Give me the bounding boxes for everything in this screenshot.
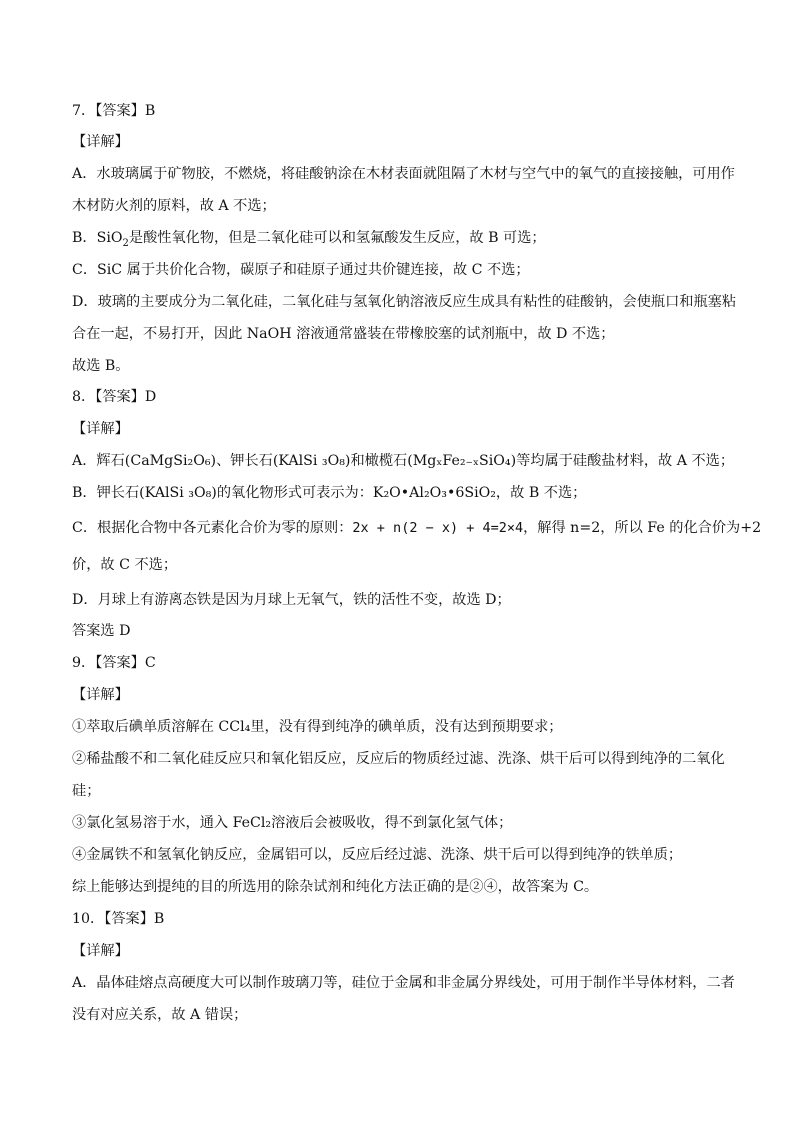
q7-option-d-line1: D．玻璃的主要成分为二氧化硅，二氧化硅与氢氧化钠溶液反应生成具有粘性的硅酸钠，会使瓶口和瓶塞粘 — [72, 294, 737, 310]
q9-item-2-line2: 硅； — [72, 783, 101, 799]
q7-answer: 7．【答案】B — [72, 103, 156, 119]
q8-option-a: A．辉石(CaMgSi₂O₆)、钾长石(KAlSi ₃O₈)和橄榄石(MgₓFe₂₋ₓSiO₄)等均属于硅酸盐材料，故 A 不选； — [72, 453, 735, 469]
q8-option-c: C．根据化合物中各元素化合价为零的原则：2x + n(2 − x) + 4=2×4，解得 n=2，所以 Fe 的化合价为+2 — [72, 520, 762, 536]
q9-item-2-line1: ②稀盐酸不和二氧化硅反应只和氧化铝反应，反应后的物质经过滤、洗涤、烘干后可以得到纯净的二氧化 — [72, 751, 725, 767]
q7-option-b: B．SiO$_2$是酸性氧化物，但是二氧化硅可以和氢氟酸发生反应，故 B 可选； — [72, 230, 546, 249]
q7-detail-heading: 【详解】 — [72, 134, 129, 150]
q8-detail-heading: 【详解】 — [72, 421, 129, 437]
q9-answer: 9．【答案】C — [72, 655, 156, 671]
q8-option-c-line2: 价，故 C 不选； — [72, 557, 178, 573]
q9-item-4: ④金属铁不和氢氧化钠反应，金属铝可以，反应后经过滤、洗涤、烘干后可以得到纯净的铁单质； — [72, 847, 683, 863]
q9-item-1: ①萃取后碘单质溶解在 CCl₄里，没有得到纯净的碘单质，没有达到预期要求； — [72, 719, 563, 735]
q7-option-a-line2: 木材防火剂的原料，故 A 不选； — [72, 198, 276, 214]
q10-answer: 10．【答案】B — [72, 911, 165, 927]
q8-option-d: D．月球上有游离态铁是因为月球上无氧气，铁的活性不变，故选 D； — [72, 592, 511, 608]
q10-option-a-line2: 没有对应关系，故 A 错误； — [72, 1007, 248, 1023]
q7-conclusion: 故选 B。 — [72, 358, 130, 374]
q10-detail-heading: 【详解】 — [72, 943, 129, 959]
q8-conclusion: 答案选 D — [72, 623, 131, 639]
q9-detail-heading: 【详解】 — [72, 687, 129, 703]
q7-option-c: C．SiC 属于共价化合物，碳原子和硅原子通过共价键连接，故 C 不选； — [72, 262, 530, 278]
q10-option-a-line1: A．晶体硅熔点高硬度大可以制作玻璃刀等，硅位于金属和非金属分界线处，可用于制作半导体材料，二者 — [72, 975, 735, 991]
q9-conclusion: 综上能够达到提纯的目的所选用的除杂试剂和纯化方法正确的是②④，故答案为 C。 — [72, 879, 599, 895]
q8-answer: 8．【答案】D — [72, 389, 157, 405]
q7-option-d-line2: 合在一起，不易打开，因此 NaOH 溶液通常盛装在带橡胶塞的试剂瓶中，故 D 不选； — [72, 326, 615, 342]
q8-equation: 2x + n(2 − x) + 4=2×4 — [352, 520, 524, 536]
q7-option-a-line1: A．水玻璃属于矿物胶，不燃烧，将硅酸钠涂在木材表面就阻隔了木材与空气中的氧气的直接接触，可用作 — [72, 166, 735, 182]
q8-option-b: B．钾长石(KAlSi ₃O₈)的氧化物形式可表示为：K₂O•Al₂O₃•6SiO₂，故 B 不选； — [72, 485, 587, 501]
q9-item-3: ③氯化氢易溶于水，通入 FeCl₂溶液后会被吸收，得不到氯化氢气体； — [72, 815, 513, 831]
